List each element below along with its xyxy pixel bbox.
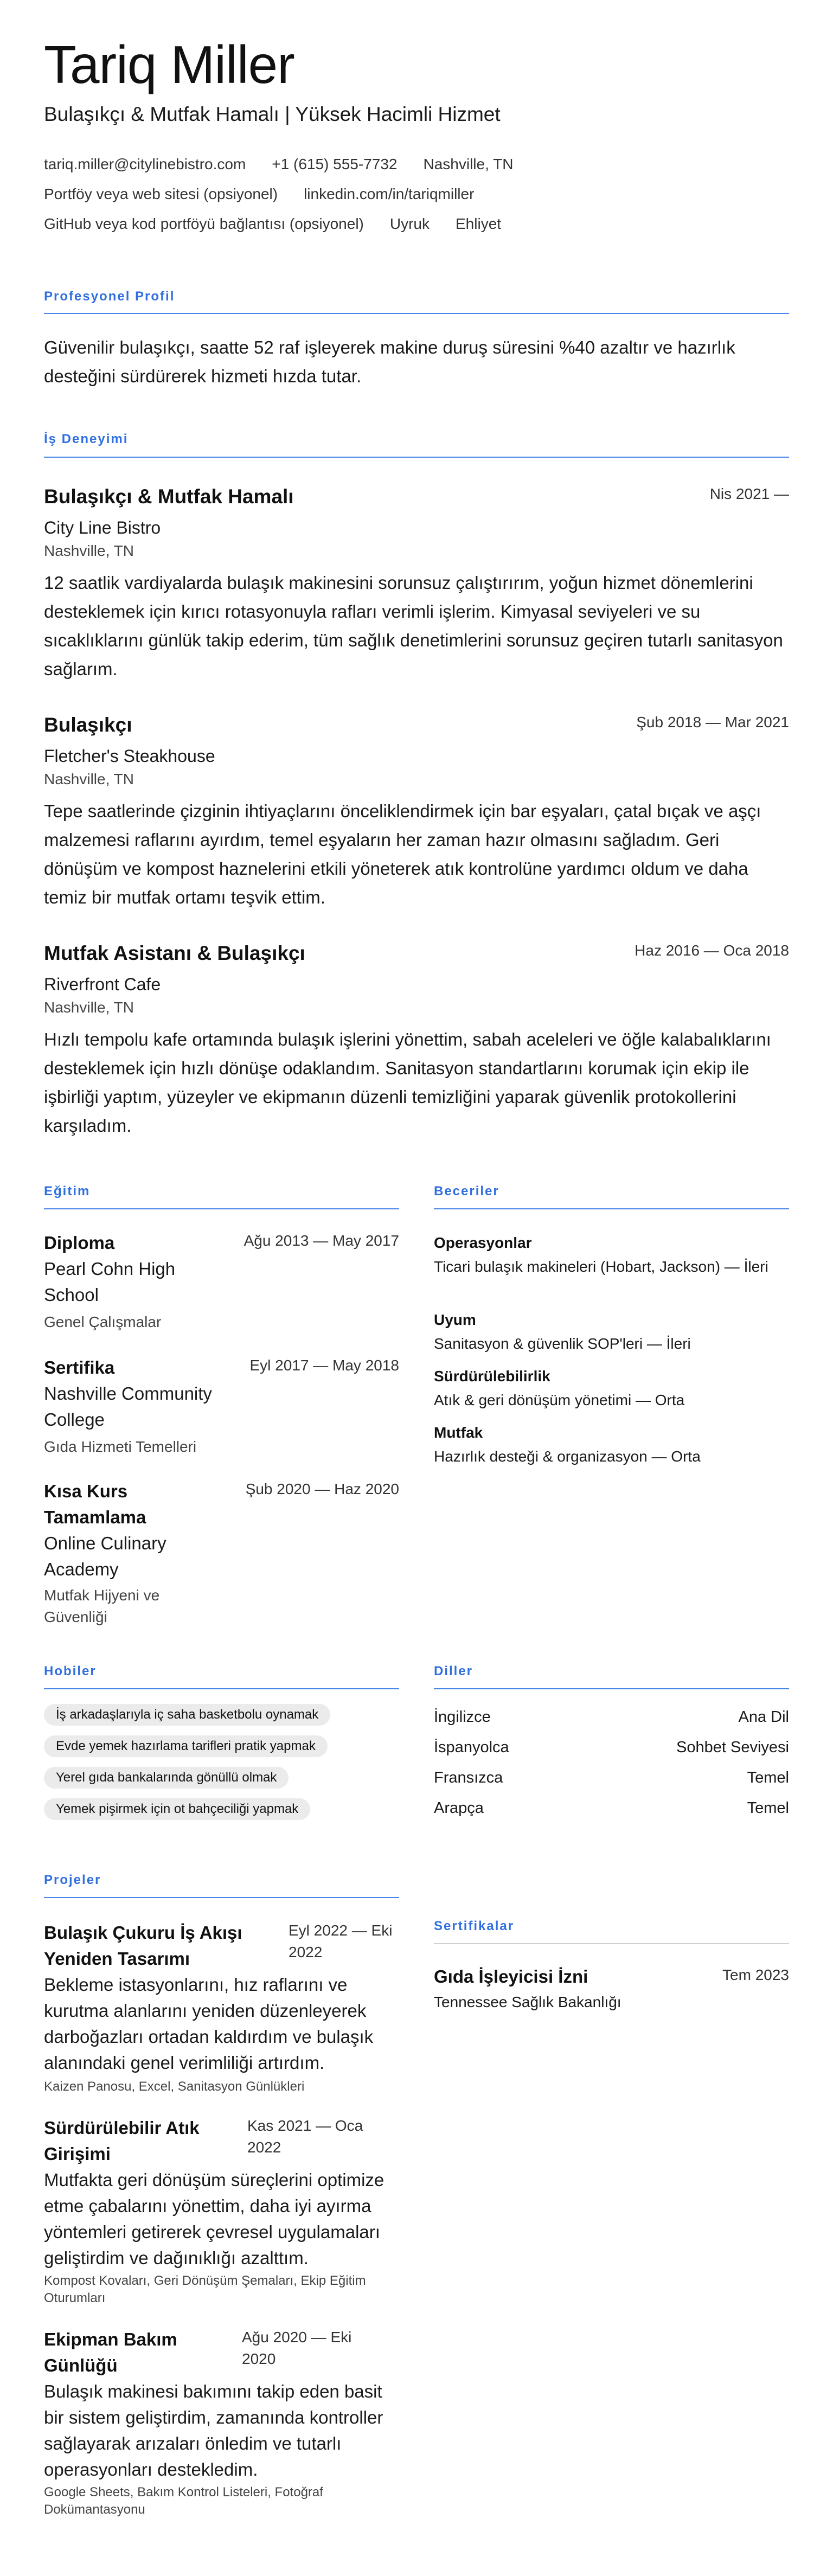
project-tools: Kaizen Panosu, Excel, Sanitasyon Günlükleri [44,2079,305,2094]
education-field: Genel Çalışmalar [44,1313,162,1330]
section-divider [44,457,789,458]
project-description: Mutfakta geri dönüşüm süreçlerini optimize etme çabalarını yönettim, daha iyi ayırma yöntemleri getirerek çevresel uygulamaları geliştirdim ve dağınıklığı azalttım. [44,2170,385,2268]
language-row [434,1799,789,1817]
project-date: Eyl 2022 — Eki 2022 [289,1922,393,1960]
education-field: Mutfak Hijyeni ve Güvenliği [44,1587,160,1625]
contact-row-3 [44,215,501,233]
contact-email[interactable]: tariq.miller@citylinebistro.com [44,156,246,172]
education-degree: Sertifika [44,1357,115,1377]
education-school: Online Culinary Academy [44,1533,166,1579]
project-title: Sürdürülebilir Atık Girişimi [44,2118,200,2164]
education-field: Gıda Hizmeti Temelleri [44,1438,197,1455]
contact-nationality: Uyruk [389,215,430,232]
contact-phone[interactable]: +1 (615) 555-7732 [272,156,398,172]
education-degree: Kısa Kurs Tamamlama [44,1481,146,1527]
candidate-headline: Bulaşıkçı & Mutfak Hamalı | Yüksek Hacimli Hizmet [44,103,501,125]
job-date: Şub 2018 — Mar 2021 [636,714,789,730]
hobby-tag: Yerel gıda bankalarında gönüllü olmak [44,1767,289,1789]
skill-description: Sanitasyon & güvenlik SOP'leri — İleri [434,1335,691,1352]
project-title: Bulaşık Çukuru İş Akışı Yeniden Tasarımı [44,1923,242,1969]
section-divider [434,1943,789,1944]
section-title-experience: İş Deneyimi [44,432,129,446]
project-tools: Kompost Kovaları, Geri Dönüşüm Şemaları, Ekip Eğitim Oturumları [44,2273,366,2305]
education-date: Eyl 2017 — May 2018 [249,1357,399,1374]
contact-row-1 [44,156,513,173]
language-name: Arapça [434,1799,484,1817]
education-date: Ağu 2013 — May 2017 [244,1232,399,1249]
job-description: Hızlı tempolu kafe ortamında bulaşık işlerini yönettim, sabah aceleleri ve öğle kalabalıklarını desteklemek için hızlı dönüşe odaklandım. Sanitasyon standartlarını korumak için ekip ile işbirliği yaptım, yüzeyler ve ekipmanın düzenli temizliğini yaparak güvenlik protokollerini karşıladım. [44,1029,771,1136]
education-school: Nashville Community College [44,1383,212,1430]
section-divider [44,1897,399,1898]
language-level: Sohbet Seviyesi [676,1739,789,1756]
section-divider [44,313,789,314]
section-title-skills: Beceriler [434,1184,499,1199]
skill-category: Operasyonlar [434,1234,532,1251]
job-description: Tepe saatlerinde çizginin ihtiyaçlarını önceliklendirmek için bar eşyaları, çatal bıçak ve aşçı malzemesi raflarını ayırdım, temel eşyaların her zaman hazır olmasını sağladım. Geri dönüşüm ve kompost haznelerini etkili yöneterek atık kontrolüne yardımcı oldum ve daha temiz bir mutfak ortamı teşvik ettim. [44,801,761,907]
education-school: Pearl Cohn High School [44,1259,176,1305]
language-name: Fransızca [434,1769,503,1786]
contact-linkedin[interactable]: linkedin.com/in/tariqmiller [304,185,475,202]
section-divider [44,1208,399,1209]
education-date: Şub 2020 — Haz 2020 [245,1481,399,1497]
language-row [434,1739,789,1757]
section-title-projects: Projeler [44,1873,101,1887]
contact-row-2 [44,185,474,203]
language-row [434,1708,789,1726]
skill-category: Uyum [434,1311,476,1328]
certification-date: Tem 2023 [722,1966,789,1983]
job-title: Bulaşıkçı & Mutfak Hamalı [44,485,294,508]
job-location: Nashville, TN [44,771,134,787]
contact-github[interactable]: GitHub veya kod portföyü bağlantısı (opsiyonel) [44,215,364,232]
job-date: Nis 2021 — [709,485,789,502]
hobby-tag: Yemek pişirmek için ot bahçeciliği yapmak [44,1798,310,1820]
hobby-tag: İş arkadaşlarıyla iç saha basketbolu oynamak [44,1704,330,1726]
contact-portfolio[interactable]: Portföy veya web sitesi (opsiyonel) [44,185,278,202]
candidate-name: Tariq Miller [44,35,294,94]
section-divider [434,1688,789,1689]
certification-issuer: Tennessee Sağlık Bakanlığı [434,1994,621,2010]
project-description: Bulaşık makinesi bakımını takip eden basit bir sistem geliştirdim, zamanında kontroller sağlayarak arızaları önledim ve tutarlı operasyonları destekledim. [44,2381,383,2479]
contact-location: Nashville, TN [423,156,514,172]
section-title-languages: Diller [434,1664,473,1678]
language-level: Temel [747,1799,789,1817]
project-title: Ekipman Bakım Günlüğü [44,2329,177,2375]
language-level: Temel [747,1769,789,1786]
language-name: İngilizce [434,1708,491,1726]
job-title: Bulaşıkçı [44,714,132,736]
section-title-profile: Profesyonel Profil [44,289,175,304]
section-title-education: Eğitim [44,1184,91,1199]
skill-description: Atık & geri dönüşüm yönetimi — Orta [434,1392,685,1408]
language-row [434,1769,789,1787]
skill-category: Sürdürülebilirlik [434,1368,550,1385]
job-date: Haz 2016 — Oca 2018 [635,942,789,959]
language-name: İspanyolca [434,1739,509,1756]
job-location: Nashville, TN [44,542,134,559]
project-description: Bekleme istasyonlarını, hız raflarını ve kurutma alanlarını yeniden düzenleyerek darboğazları ortadan kaldırdım ve bulaşık alanındaki genel verimliliği artırdım. [44,1975,374,2073]
contact-license: Ehliyet [456,215,502,232]
project-date: Kas 2021 — Oca 2022 [247,2117,363,2156]
skill-description: Hazırlık desteği & organizasyon — Orta [434,1448,701,1465]
section-divider [434,1208,789,1209]
skill-description: Ticari bulaşık makineleri (Hobart, Jackson) — İleri [434,1258,768,1275]
language-level: Ana Dil [738,1708,789,1726]
certification-name: Gıda İşleyicisi İzni [434,1966,588,1987]
skill-category: Mutfak [434,1424,483,1441]
profile-summary: Güvenilir bulaşıkçı, saatte 52 raf işleyerek makine duruş süresini %40 azaltır ve hazırlık desteğini sürdürerek hizmeti hızda tutar. [44,337,735,386]
section-title-certifications: Sertifikalar [434,1919,515,1933]
hobby-tag: Evde yemek hazırlama tarifleri pratik yapmak [44,1735,328,1757]
section-title-hobbies: Hobiler [44,1664,97,1678]
job-title: Mutfak Asistanı & Bulaşıkçı [44,942,305,964]
education-degree: Diploma [44,1233,115,1253]
job-company: City Line Bistro [44,518,161,537]
job-company: Fletcher's Steakhouse [44,746,215,766]
job-location: Nashville, TN [44,999,134,1016]
project-date: Ağu 2020 — Eki 2020 [242,2329,352,2367]
job-description: 12 saatlik vardiyalarda bulaşık makinesini sorunsuz çalıştırırım, yoğun hizmet dönemlerini desteklemek için kırıcı rotasyonuyla rafları verimli işlerim. Kimyasal seviyeleri ve su sıcaklıklarını günlük takip ederim, tüm sağlık denetimlerini sorunsuz geçiren tutarlı sanitasyon sağlarım. [44,573,783,679]
job-company: Riverfront Cafe [44,975,161,994]
project-tools: Google Sheets, Bakım Kontrol Listeleri, Fotoğraf Dokümantasyonu [44,2485,323,2517]
section-divider [44,1688,399,1689]
